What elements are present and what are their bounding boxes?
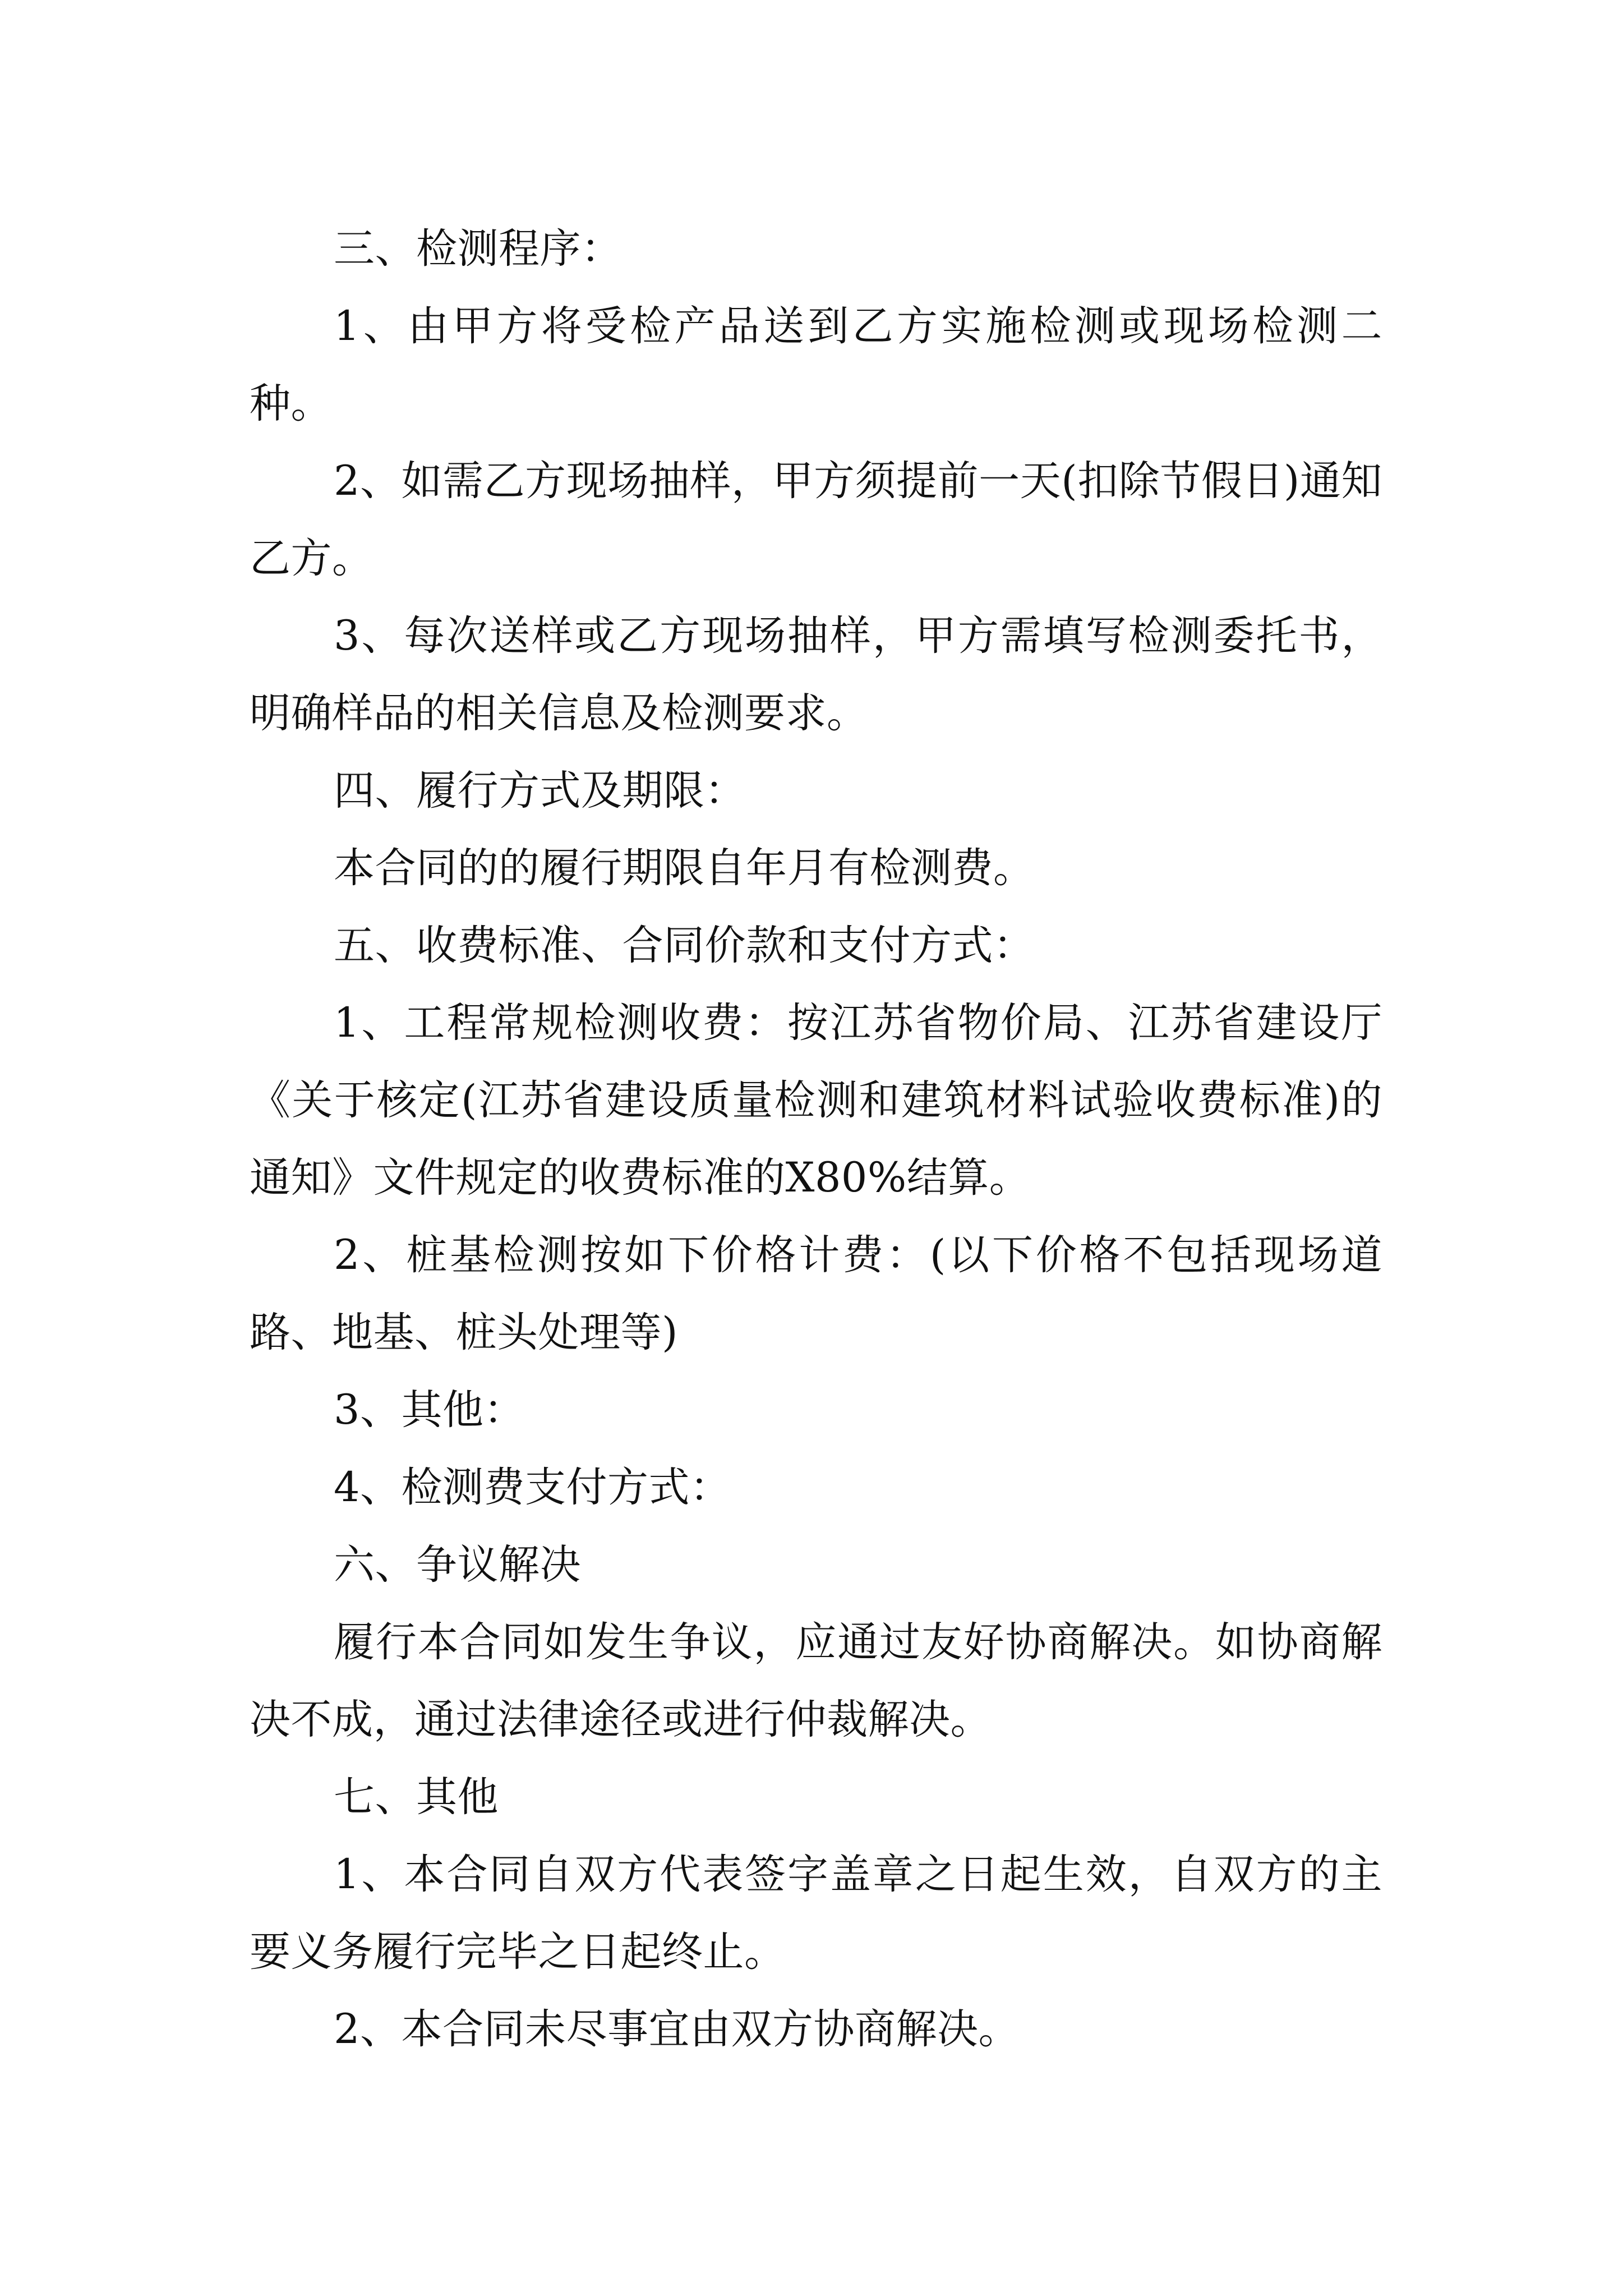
procedure-item-1: 1、由甲方将受检产品送到乙方实施检测或现场检测二种。 <box>250 302 1382 427</box>
document-body <box>250 210 1382 2068</box>
section-heading-fees-payment: 五、收费标准、合同价款和支付方式： <box>334 922 1035 969</box>
section-heading-other: 七、其他 <box>334 1773 499 1821</box>
other-item-2: 2、本合同未尽事宜由双方协商解决。 <box>334 2005 1020 2053</box>
fees-item-3: 3、其他： <box>334 1386 525 1434</box>
fees-item-2: 2、桩基检测按如下价格计费：(以下价格不包括现场道路、地基、桩头处理等) <box>250 1231 1382 1356</box>
dispute-resolution-text: 履行本合同如发生争议，应通过友好协商解决。如协商解决不成，通过法律途径或进行仲裁解决。 <box>250 1618 1382 1743</box>
fees-item-1: 1、工程常规检测收费：按江苏省物价局、江苏省建设厅《关于核定(江苏省建设质量检测和建筑材料试验收费标准)的通知》文件规定的收费标准的X80%结算。 <box>250 999 1382 1202</box>
section-heading-inspection-procedure: 三、检测程序： <box>334 225 623 273</box>
section-heading-performance-term: 四、履行方式及期限： <box>334 767 746 815</box>
fees-item-4: 4、检测费支付方式： <box>334 1464 731 1511</box>
section-heading-dispute-resolution: 六、争议解决 <box>334 1541 581 1589</box>
other-item-1: 1、本合同自双方代表签字盖章之日起生效，自双方的主要义务履行完毕之日起终止。 <box>250 1851 1382 1976</box>
procedure-item-2: 2、如需乙方现场抽样，甲方须提前一天(扣除节假日)通知乙方。 <box>250 457 1382 582</box>
procedure-item-3: 3、每次送样或乙方现场抽样，甲方需填写检测委托书，明确样品的相关信息及检测要求。 <box>250 612 1382 737</box>
performance-term-text: 本合同的的履行期限自年月有检测费。 <box>334 844 1035 892</box>
